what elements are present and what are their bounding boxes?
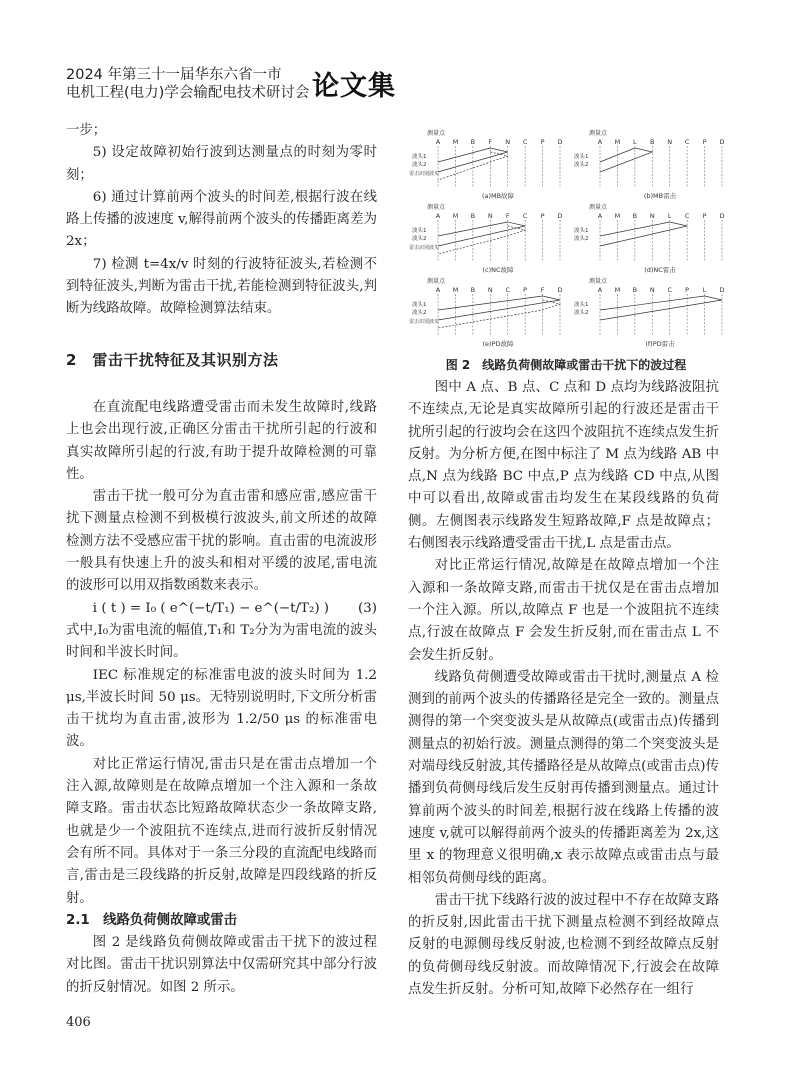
paragraph: 线路负荷侧遭受故障或雷击干扰时,测量点 A 检测到的前两个波头的传播路径是完全一致的。测量点测得的第一个突变波头是从故障点(或雷击点)传播到测量点的初始行波。测量点测得的第二个突变波头是对端母线反射波,其传播路径是从故障点(或雷击点)传播到负荷侧母线后发生反射再传播到测量点。通过计算前两个波头的时间差,根据行波在线路上传播的波速度 v,就可以解得前两个波头的传播距离差为 2x,这里 x 的物理意义很明确,x 表示故障点或雷击点与最相邻负荷侧母线的距离。 (408, 669, 719, 886)
node-label: N (649, 212, 655, 220)
node-label: D (719, 138, 725, 146)
wave-2-label: 波头2 (412, 236, 427, 242)
wave-process-diagram (408, 128, 724, 350)
paragraph: 对比正常运行情况,雷击只是在雷击点增加一个注入源,故障则是在故障点增加一个注入源和一条故障支路。雷击状态比短路故障状态少一条故障支路,也就是少一个波阻抗不连续点,进而行波折反射情况会有所不同。具体对于一条三分段的直流配电线路而言,雷击是三段线路的折反射,故障是四段线路的折反射。 (66, 756, 377, 906)
page-header (66, 66, 406, 102)
wave-1-label: 波头1 (574, 154, 589, 160)
header-line2: 电机工程(电力)学会输配电技术研讨会 (66, 85, 310, 101)
node-label: A (597, 138, 603, 146)
wave-front-1 (438, 148, 490, 162)
measurement-point-label: 测量点 (588, 278, 608, 285)
step-6: 6) 通过计算前两个波头的时间差,根据行波在线路上传播的波速度 v,解得前两个波头的传播距离差为 2x； (66, 189, 377, 250)
paragraph: 式中,I₀为雷电流的幅值,T₁和 T₂分为为雷电流的波头时间和半波长时间。 (66, 622, 377, 661)
wave-1-label: 波头1 (412, 228, 427, 234)
node-label: D (557, 212, 563, 220)
node-label: N (649, 286, 655, 294)
step-7: 7) 检测 t=4x/v 时刻的行波特征波头,若检测不到特征波头,判断为雷击干扰,若能检测到特征波头,判断为线路故障。故障检测算法结束。 (66, 256, 377, 317)
node-label: P (540, 212, 545, 220)
figure-2 (408, 128, 724, 350)
node-label: M (452, 138, 459, 146)
paragraph: 对比正常运行情况,故障是在故障点增加一个注入源和一条故障支路,而雷击干扰仅是在雷击点增加一个注入源。所以,故障点 F 也是一个波阻抗不连续点,行波在故障点 F 会发生折反射,而在雷击点 L 不会发生折反射。 (408, 558, 719, 663)
identification-wave-front (438, 300, 560, 328)
node-label: B (470, 138, 476, 146)
node-label: C (667, 286, 672, 294)
left-column (66, 120, 377, 999)
panel-label: (f)PD雷击 (645, 340, 675, 348)
panel-label: (d)NC雷击 (644, 266, 676, 274)
node-label: N (505, 138, 511, 146)
equation-body: i ( t ) = I₀ ( e^(−t/T₁) − e^(−t/T₂) ) (92, 600, 330, 616)
node-label: B (470, 212, 476, 220)
header-proceedings-title: 论文集 (312, 71, 396, 102)
paragraph: 雷击干扰下线路行波的波过程中不存在故障支路的折反射,因此雷击干扰下测量点检测不到经故障点反射的电源侧母线反射波,也检测不到经故障点反射的负荷侧母线反射波。而故障情况下,行波会在故障点发生折反射。分析可知,故障下必然存在一组行 (408, 892, 719, 998)
node-label: F (488, 138, 493, 146)
wave-1-label: 波头1 (412, 302, 427, 308)
node-label: A (597, 286, 603, 294)
node-label: F (540, 286, 545, 294)
measurement-point-label: 测量点 (588, 204, 608, 211)
wave-front-2 (600, 222, 687, 246)
node-label: A (435, 286, 441, 294)
node-label: C (522, 212, 528, 220)
paragraph: 图中 A 点、B 点、C 点和 D 点均为线路波阻抗不连续点,无论是真实故障所引起的行波还是雷击干扰所引起的行波均会在这四个波阻抗不连续点发生折反射。为分析方便,在图中标注了 M 点为线路 AB 中点,N 点为线路 BC 中点,P 点为线路 CD 中点,从图中可以看出,故障或雷击均发生在某段线路的负荷侧。左侧图表示线路发生短路故障,F 点是故障点；右侧图表示线路遭受雷击干扰,L 点是雷击点。 (408, 380, 719, 552)
identification-wave-front (438, 226, 525, 254)
wave-2-label: 波头2 (574, 236, 589, 242)
node-label: A (597, 212, 603, 220)
node-label: M (614, 138, 621, 146)
node-label: B (632, 286, 638, 294)
node-label: F (505, 212, 510, 220)
node-label: D (719, 212, 725, 220)
node-label: L (702, 286, 707, 294)
measurement-point-label: 测量点 (426, 278, 446, 285)
wave-front-2 (438, 296, 560, 320)
wave-2-label: 波头2 (574, 310, 589, 316)
node-label: M (614, 212, 621, 220)
node-label: N (487, 212, 493, 220)
node-label: M (614, 286, 621, 294)
node-label: L (633, 138, 637, 146)
node-label: B (632, 212, 638, 220)
step-5: 5) 设定故障初始行波到达测量点的时刻为零时刻； (66, 145, 377, 183)
identification-wave-label: 雷击识别波头 (409, 171, 440, 177)
node-label: A (435, 212, 441, 220)
page-number: 406 (66, 1015, 91, 1030)
wave-1-label: 波头1 (574, 228, 589, 234)
node-label: P (523, 286, 528, 294)
paragraph: 雷击干扰一般可分为直击雷和感应雷,感应雷干扰下测量点检测不到极模行波波头,前文所述的故障检测方法不受感应雷干扰的影响。直击雷的电流波形一般具有快速上升的波头和相对平缓的波尾,雷电流的波形可以用双指数函数来表示。 (66, 489, 377, 594)
panel-label: (e)PD故障 (482, 340, 514, 348)
node-label: A (435, 138, 441, 146)
node-label: L (667, 212, 672, 220)
node-label: D (557, 286, 563, 294)
panel-label: (c)NC故障 (482, 266, 514, 274)
subsection-2-1-heading: 2.1 线路负荷侧故障或雷击 (66, 912, 238, 928)
right-column (408, 377, 719, 1001)
wave-2-label: 波头2 (412, 162, 427, 168)
paragraph: IEC 标准规定的标准雷电波的波头时间为 1.2 μs,半波长时间 50 μs。无特别说明时,下文所分析雷击干扰均为直击雷,波形为 1.2/50 μs 的标准雷电波。 (66, 667, 377, 750)
wave-1-label: 波头1 (412, 154, 427, 160)
node-label: N (487, 286, 493, 294)
paragraph: 在直流配电线路遭受雷击而未发生故障时,线路上也会出现行波,正确区分雷击干扰所引起的行波和真实故障所引起的行波,有助于提升故障检测的可靠性。 (66, 399, 377, 482)
header-line1: 2024 年第三十一届华东六省一市 (66, 67, 282, 83)
wave-2-label: 波头2 (412, 310, 427, 316)
node-label: M (452, 212, 459, 220)
measurement-point-label: 测量点 (426, 130, 446, 137)
measurement-point-label: 测量点 (588, 130, 608, 137)
node-label: D (557, 138, 563, 146)
identification-wave-label: 雷击识别波头 (409, 245, 440, 251)
node-label: B (650, 138, 655, 146)
node-label: C (522, 138, 528, 146)
node-label: P (702, 138, 707, 146)
paragraph: 一步； (66, 123, 107, 138)
node-label: P (540, 138, 545, 146)
node-label: C (684, 212, 690, 220)
node-label: N (667, 138, 673, 146)
wave-front-2 (600, 296, 722, 320)
panel-label: (a)MB故障 (481, 192, 515, 200)
node-label: P (685, 286, 690, 294)
wave-1-label: 波头1 (574, 302, 589, 308)
wave-2-label: 波头2 (574, 162, 589, 168)
identification-wave-label: 雷击识别波头 (409, 319, 440, 325)
node-label: B (470, 286, 476, 294)
equation-3 (66, 598, 377, 620)
measurement-point-label: 测量点 (426, 204, 446, 211)
node-label: D (719, 286, 725, 294)
equation-number: (3) (358, 600, 377, 616)
figure-caption: 图 2 线路负荷侧故障或雷击干扰下的波过程 (445, 358, 687, 372)
node-label: C (684, 138, 690, 146)
paragraph: 图 2 是线路负荷侧故障或雷击干扰下的波过程对比图。雷击干扰识别算法中仅需研究其中部分行波的折反射情况。如图 2 所示。 (66, 935, 377, 995)
node-label: P (702, 212, 707, 220)
section-2-heading: 2 雷击干扰特征及其识别方法 (66, 350, 279, 369)
node-label: M (452, 286, 459, 294)
panel-label: (b)MB雷击 (643, 192, 677, 200)
node-label: C (505, 286, 510, 294)
